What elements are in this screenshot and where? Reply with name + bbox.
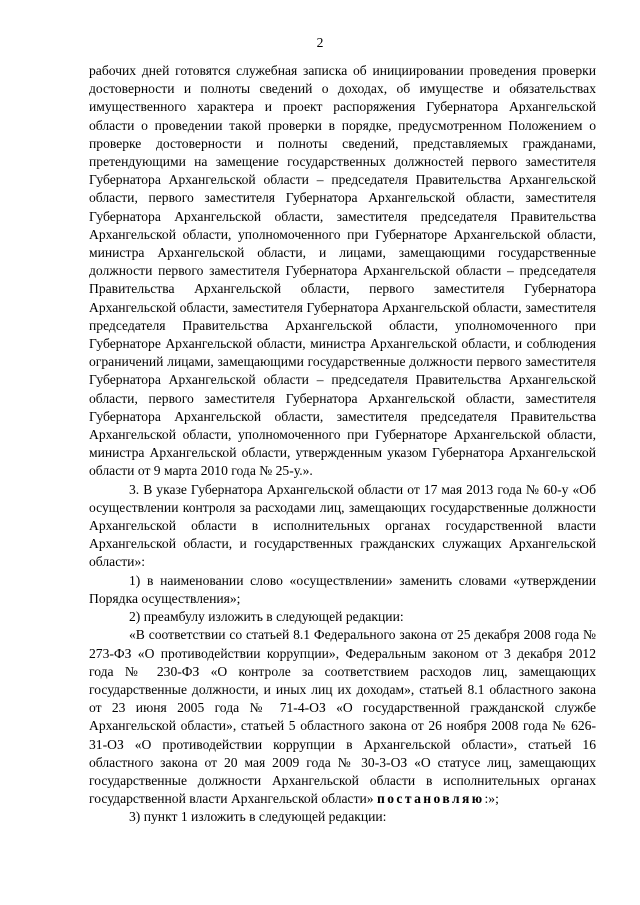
- paragraph-subitem-2: 2) преамбулу изложить в следующей редакции:: [129, 609, 404, 625]
- paragraph-item-3: 3. В указе Губернатора Архангельской области от 17 мая 2013 года № 60-у «Об осуществлении контроля за расходами лиц, замещающих государственные должности Архангельской области в исполнительных органах государственной власти Архангельской области, и государственных гражданских служащих Архангельской области»:: [89, 481, 596, 570]
- preamble-tail: :»;: [484, 791, 499, 807]
- preamble-emphasis: постановляю: [377, 791, 485, 807]
- document-body: [89, 62, 596, 827]
- page-number: 2: [316, 35, 324, 50]
- paragraph-continuation: рабочих дней готовятся служебная записка об инициировании проведения проверки достоверности и полноты сведений о доходах, об имуществе и обязательствах имущественного характера и проект распоряжения Губернатора Архангельской области о проведении такой проверки в порядке, предусмотренном Положением о проверке достоверности и полноты сведений, представляемых гражданами, претендующими на замещение государственных должностей первого заместителя Губернатора Архангельской области – председателя Правительства Архангельской области, первого заместителя Губернатора Архангельской области, заместителя Губернатора Архангельской области, заместителя председателя Правительства Архангельской области, уполномоченного при Губернаторе Архангельской области, министра Архангельской области, и лицами, замещающими государственные должности первого заместителя Губернатора Архангельской области – председателя Правительства Архангельской области, первого заместителя Губернатора Архангельской области, заместителя Губернатора Архангельской области, заместителя председателя Правительства Архангельской области, уполномоченного при Губернаторе Архангельской области, министра Архангельской области, и соблюдения ограничений лицами, замещающими государственные должности первого заместителя Губернатора Архангельской области – председателя Правительства Архангельской области, первого заместителя Губернатора Архангельской области, заместителя Губернатора Архангельской области, заместителя председателя Правительства Архангельской области, уполномоченного при Губернаторе Архангельской области, министра Архангельской области, утвержденным указом Губернатора Архангельской области от 9 марта 2010 года № 25-у.».: [89, 63, 596, 479]
- paragraph-preamble: [89, 626, 596, 808]
- preamble-text: «В соответствии со статьей 8.1 Федерального закона от 25 декабря 2008 года № 273-ФЗ «О противодействии коррупции», Федеральным законом от 3 декабря 2012 года № 230-ФЗ «О контроле за соответствием расходов лиц, замещающих государственные должности, и иных лиц их доходам», статьей 8.1 областного закона от 23 июня 2005 года № 71-4-ОЗ «О государственной гражданской службе Архангельской области», статьей 5 областного закона от 26 ноября 2008 года № 626-31-ОЗ «О противодействии коррупции в Архангельской области», статьей 16 областного закона от 20 мая 2009 года № 30-3-ОЗ «О статусе лиц, замещающих государственные должности Архангельской области в исполнительных органах государственной власти Архангельской области»: [89, 627, 596, 807]
- paragraph-subitem-3: 3) пункт 1 изложить в следующей редакции:: [129, 809, 387, 825]
- paragraph-subitem-1: 1) в наименовании слово «осуществлении» заменить словами «утверждении Порядка осуществления»;: [89, 572, 596, 606]
